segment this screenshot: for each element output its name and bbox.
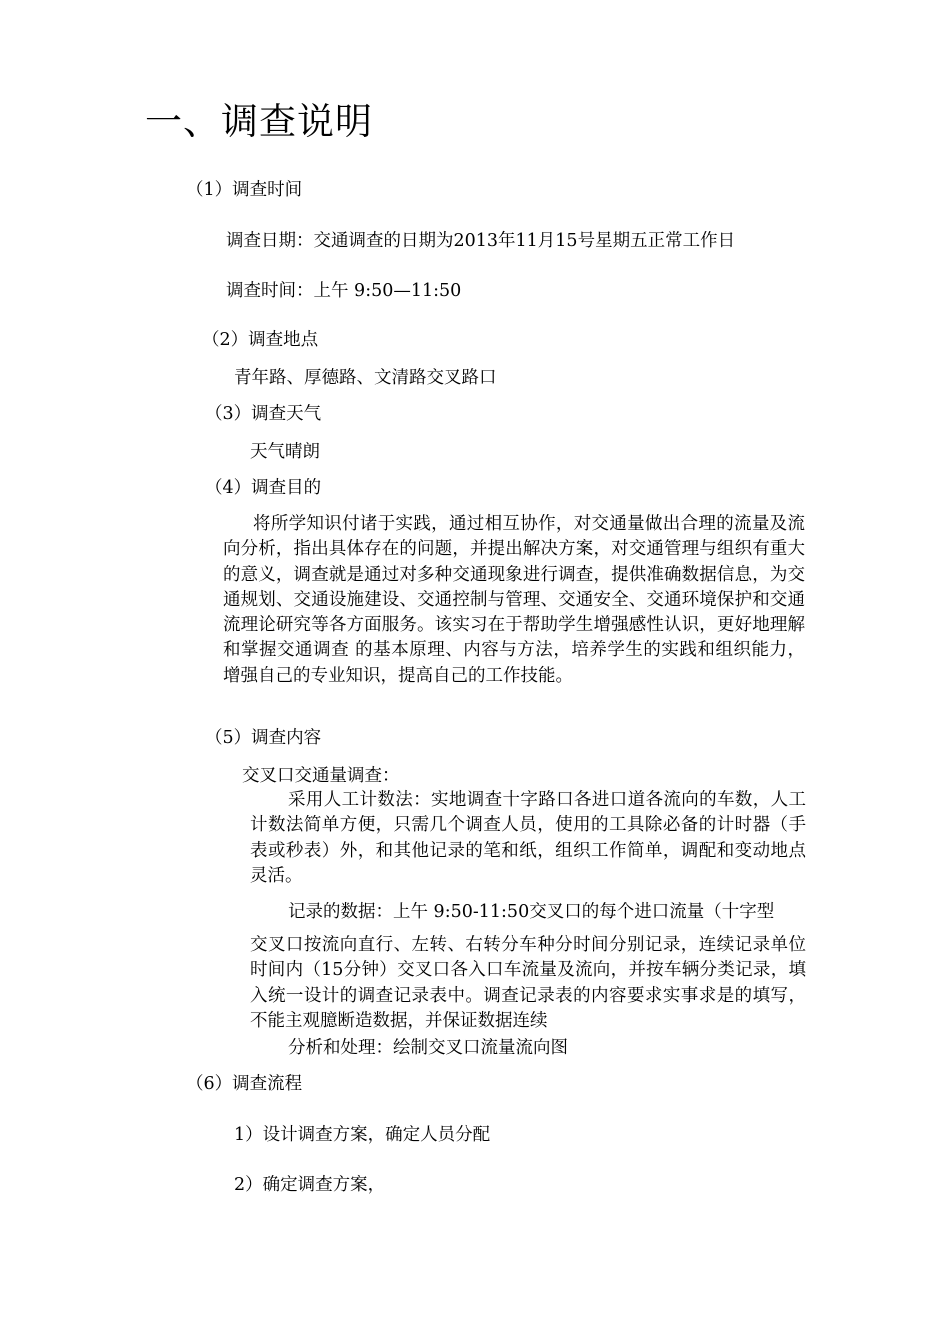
section-heading-survey-process: （6）调查流程 bbox=[186, 1074, 303, 1094]
page-title: 一、调查说明 bbox=[145, 100, 373, 143]
recorded-data-paragraph: 交叉口按流向直行、左转、右转分车种分时间分别记录，连续记录单位时间内（15分钟）交叉口各入口车流量及流向，并按车辆分类记录，填入统一设计的调查记录表中。调查记录表的内容要求实事求是的填写，不能主观臆断造数据，并保证数据连续 bbox=[250, 935, 806, 1031]
section-heading-survey-location: （2）调查地点 bbox=[202, 330, 319, 350]
section-heading-survey-time: （1）调查时间 bbox=[186, 180, 303, 200]
process-step-2: 2）确定调查方案， bbox=[234, 1175, 386, 1195]
process-step-1: 1）设计调查方案，确定人员分配 bbox=[234, 1125, 491, 1145]
analysis-text: 分析和处理：绘制交叉口流量流向图 bbox=[288, 1038, 568, 1058]
section-heading-survey-content: （5）调查内容 bbox=[205, 728, 322, 748]
survey-purpose-paragraph: 将所学知识付诸于实践，通过相互协作，对交通量做出合理的流量及流向分析，指出具体存在的问题，并提出解决方案，对交通管理与组织有重大的意义，调查就是通过对多种交通现象进行调查，提供准确数据信息，为交通规划、交通设施建设、交通控制与管理、交通安全、交通环境保护和交通流理论研究等各方面服务。该实习在于帮助学生增强感性认识，更好地理解和掌握交通调查 的基本原理、内容与方法，培养学生的实践和组织能力，增强自己的专业知识，提高自己的工作技能。 bbox=[223, 514, 805, 686]
survey-content-subheading: 交叉口交通量调查： bbox=[242, 766, 400, 786]
section-heading-survey-purpose: （4）调查目的 bbox=[205, 478, 322, 498]
survey-weather-text: 天气晴朗 bbox=[250, 442, 320, 462]
survey-date-text: 调查日期：交通调查的日期为2013年11月15号星期五正常工作日 bbox=[226, 231, 736, 251]
recorded-data-first-line: 记录的数据：上午 9:50-11:50交叉口的每个进口流量（十字型 bbox=[288, 902, 775, 922]
survey-location-text: 青年路、厚德路、文清路交叉路口 bbox=[234, 368, 497, 388]
section-heading-survey-weather: （3）调查天气 bbox=[205, 404, 322, 424]
survey-method-paragraph: 采用人工计数法：实地调查十字路口各进口道各流向的车数，人工计数法简单方便，只需几个调查人员，使用的工具除必备的计时器（手表或秒表）外，和其他记录的笔和纸，组织工作简单，调配和变动地点灵活。 bbox=[250, 790, 806, 886]
survey-time-text: 调查时间：上午 9:50—11:50 bbox=[226, 281, 462, 301]
